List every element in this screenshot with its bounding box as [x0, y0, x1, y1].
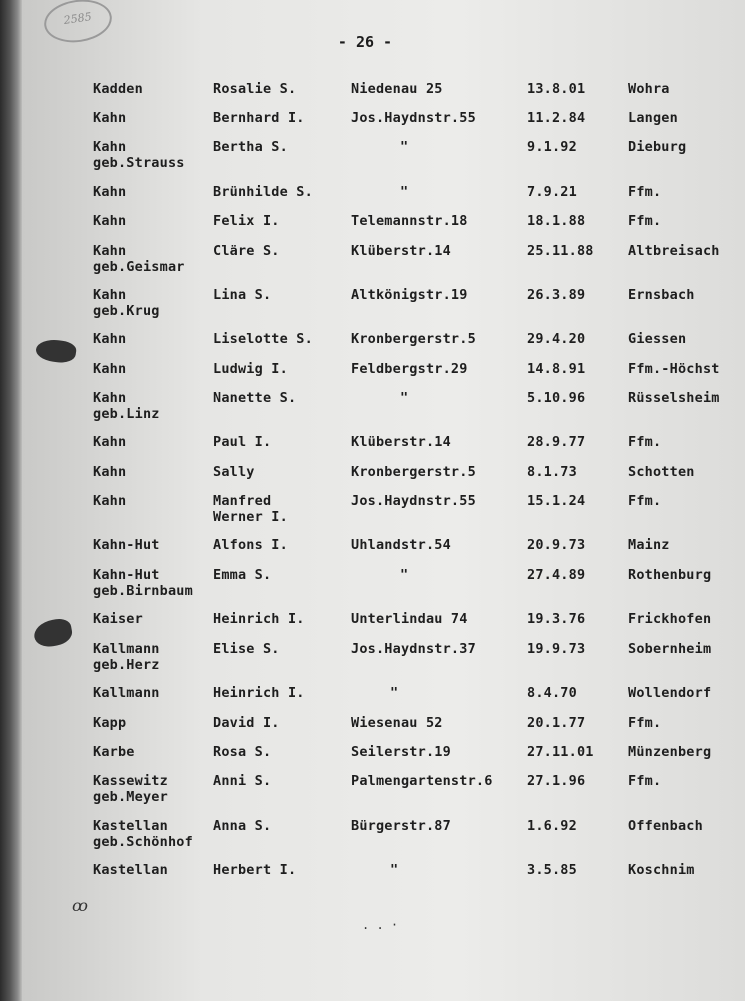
firstname-cell — [213, 567, 271, 583]
first-name: Nanette S. — [213, 390, 297, 406]
surname: Kassewitz — [93, 773, 168, 789]
table-row — [0, 243, 745, 283]
birthplace-cell: Langen — [628, 110, 678, 126]
firstname-cell — [213, 213, 280, 229]
surname-cell — [93, 184, 126, 200]
pencil-mark: ꝏ — [72, 896, 88, 915]
surname-cell — [93, 361, 126, 377]
birthplace-cell: Ffm. — [628, 184, 662, 200]
firstname-cell — [213, 641, 280, 657]
birth-date-cell: 27.11.01 — [527, 744, 594, 760]
surname-cell — [93, 567, 193, 599]
birth-date-cell: 25.11.88 — [527, 243, 594, 259]
firstname-cell — [213, 715, 280, 731]
birth-date-cell: 8.4.70 — [527, 685, 577, 701]
table-row — [0, 493, 745, 533]
table-row — [0, 641, 745, 681]
maiden-name: geb.Krug — [93, 303, 160, 319]
surname-cell — [93, 331, 126, 347]
birthplace-cell: Ffm. — [628, 434, 662, 450]
surname: Kastellan — [93, 818, 168, 834]
table-row — [0, 139, 745, 179]
first-name: Anna S. — [213, 818, 272, 834]
birth-date-cell: 7.9.21 — [527, 184, 577, 200]
maiden-name: geb.Schönhof — [93, 834, 193, 850]
surname-cell — [93, 818, 193, 850]
first-name: Liselotte S. — [213, 331, 313, 347]
address-cell: Bürgerstr.87 — [351, 818, 451, 834]
address-cell: Altkönigstr.19 — [351, 287, 468, 303]
surname-cell — [93, 213, 126, 229]
birthplace-cell: Schotten — [628, 464, 695, 480]
birthplace-cell: Ffm.-Höchst — [628, 361, 720, 377]
first-name: Ludwig I. — [213, 361, 288, 377]
birth-date-cell: 13.8.01 — [527, 81, 586, 97]
birthplace-cell: Dieburg — [628, 139, 687, 155]
birthplace-cell: Rüsselsheim — [628, 390, 720, 406]
firstname-cell — [213, 287, 271, 303]
address-cell: Wiesenau 52 — [351, 715, 443, 731]
first-name: Elise S. — [213, 641, 280, 657]
firstname-cell — [213, 537, 288, 553]
surname: Kahn — [93, 184, 127, 200]
surname: Kahn-Hut — [93, 567, 160, 583]
surname: Kahn — [93, 390, 127, 406]
firstname-cell — [213, 361, 288, 377]
birthplace-cell: Mainz — [628, 537, 670, 553]
birth-date-cell: 9.1.92 — [527, 139, 577, 155]
surname: Kahn-Hut — [93, 537, 160, 553]
surname-cell — [93, 287, 160, 319]
address-cell: Seilerstr.19 — [351, 744, 451, 760]
firstname-cell — [213, 139, 288, 155]
firstname-cell — [213, 611, 305, 627]
birth-date-cell: 19.3.76 — [527, 611, 586, 627]
address-cell: Unterlindau 74 — [351, 611, 468, 627]
birth-date-cell: 18.1.88 — [527, 213, 586, 229]
birthplace-cell: Offenbach — [628, 818, 703, 834]
surname: Kapp — [93, 715, 127, 731]
birth-date-cell: 14.8.91 — [527, 361, 586, 377]
surname-cell — [93, 685, 160, 701]
address-cell: " — [400, 390, 409, 406]
table-row — [0, 773, 745, 813]
address-cell: Jos.Haydnstr.37 — [351, 641, 476, 657]
surname: Kaiser — [93, 611, 143, 627]
birth-date-cell: 28.9.77 — [527, 434, 586, 450]
surname: Kadden — [93, 81, 143, 97]
birthplace-cell: Ffm. — [628, 493, 662, 509]
surname: Kahn — [93, 361, 127, 377]
birthplace-cell: Münzenberg — [628, 744, 712, 760]
table-row — [0, 390, 745, 430]
table-row — [0, 287, 745, 327]
birth-date-cell: 8.1.73 — [527, 464, 577, 480]
surname: Kahn — [93, 331, 127, 347]
surname-cell — [93, 81, 143, 97]
address-cell: " — [400, 139, 409, 155]
surname-cell — [93, 464, 126, 480]
firstname-cell — [213, 493, 288, 525]
first-name: Bernhard I. — [213, 110, 305, 126]
first-name: Emma S. — [213, 567, 272, 583]
birthplace-cell: Koschnim — [628, 862, 695, 878]
address-cell: Klüberstr.14 — [351, 243, 451, 259]
surname: Kallmann — [93, 685, 160, 701]
ink-specks: . . · — [362, 918, 399, 932]
surname-cell — [93, 493, 126, 509]
surname-cell — [93, 537, 160, 553]
birthplace-cell: Sobernheim — [628, 641, 712, 657]
birth-date-cell: 19.9.73 — [527, 641, 586, 657]
surname-cell — [93, 139, 185, 171]
first-name: Herbert I. — [213, 862, 297, 878]
surname-cell — [93, 434, 126, 450]
surname-cell — [93, 744, 135, 760]
birth-date-cell: 1.6.92 — [527, 818, 577, 834]
surname-cell — [93, 862, 168, 878]
birthplace-cell: Ffm. — [628, 773, 662, 789]
birthplace-cell: Giessen — [628, 331, 687, 347]
first-name: Sally — [213, 464, 255, 480]
surname: Kahn — [93, 213, 127, 229]
firstname-cell — [213, 390, 296, 406]
birthplace-cell: Altbreisach — [628, 243, 720, 259]
birthplace-cell: Wohra — [628, 81, 670, 97]
page-number: - 26 - — [337, 33, 393, 51]
address-cell: " — [390, 862, 399, 878]
birth-date-cell: 26.3.89 — [527, 287, 586, 303]
firstname-cell — [213, 773, 271, 789]
first-name: Rosalie S. — [213, 81, 297, 97]
address-cell: Feldbergstr.29 — [351, 361, 468, 377]
address-cell: Kronbergerstr.5 — [351, 331, 476, 347]
first-name: Heinrich I. — [213, 685, 305, 701]
address-cell: Palmengartenstr.6 — [351, 773, 493, 789]
birth-date-cell: 27.1.96 — [527, 773, 586, 789]
birth-date-cell: 3.5.85 — [527, 862, 577, 878]
first-name: Lina S. — [213, 287, 272, 303]
surname: Kahn — [93, 243, 127, 259]
surname: Kahn — [93, 493, 127, 509]
birthplace-cell: Rothenburg — [628, 567, 712, 583]
firstname-cell — [213, 744, 271, 760]
surname-cell — [93, 390, 160, 422]
firstname-cell — [213, 243, 280, 259]
surname: Karbe — [93, 744, 135, 760]
birthplace-cell: Ffm. — [628, 213, 662, 229]
birth-date-cell: 20.9.73 — [527, 537, 586, 553]
surname-cell — [93, 611, 143, 627]
firstname-cell — [213, 434, 271, 450]
first-name-line2: Werner I. — [213, 509, 288, 525]
table-row — [0, 567, 745, 607]
birth-date-cell: 11.2.84 — [527, 110, 586, 126]
first-name: David I. — [213, 715, 280, 731]
first-name: Anni S. — [213, 773, 272, 789]
maiden-name: geb.Meyer — [93, 789, 168, 805]
address-cell: Telemannstr.18 — [351, 213, 468, 229]
address-cell: " — [400, 184, 409, 200]
surname-cell — [93, 715, 126, 731]
maiden-name: geb.Herz — [93, 657, 160, 673]
maiden-name: geb.Linz — [93, 406, 160, 422]
firstname-cell — [213, 184, 313, 200]
birth-date-cell: 5.10.96 — [527, 390, 586, 406]
birth-date-cell: 27.4.89 — [527, 567, 586, 583]
birthplace-cell: Frickhofen — [628, 611, 712, 627]
birthplace-cell: Wollendorf — [628, 685, 712, 701]
first-name: Felix I. — [213, 213, 280, 229]
address-cell: Kronbergerstr.5 — [351, 464, 476, 480]
firstname-cell — [213, 81, 296, 97]
first-name: Brünhilde S. — [213, 184, 313, 200]
address-cell: Klüberstr.14 — [351, 434, 451, 450]
firstname-cell — [213, 331, 313, 347]
maiden-name: geb.Geismar — [93, 259, 185, 275]
first-name: Manfred — [213, 493, 272, 509]
first-name: Bertha S. — [213, 139, 288, 155]
surname: Kahn — [93, 464, 127, 480]
firstname-cell — [213, 685, 305, 701]
address-cell: Jos.Haydnstr.55 — [351, 110, 476, 126]
birthplace-cell: Ernsbach — [628, 287, 695, 303]
address-cell: Uhlandstr.54 — [351, 537, 451, 553]
table-row — [0, 818, 745, 858]
address-cell: Jos.Haydnstr.55 — [351, 493, 476, 509]
first-name: Paul I. — [213, 434, 272, 450]
first-name: Heinrich I. — [213, 611, 305, 627]
surname: Kallmann — [93, 641, 160, 657]
firstname-cell — [213, 818, 271, 834]
first-name: Cläre S. — [213, 243, 280, 259]
maiden-name: geb.Strauss — [93, 155, 185, 171]
surname: Kastellan — [93, 862, 168, 878]
birth-date-cell: 15.1.24 — [527, 493, 586, 509]
address-cell: " — [390, 685, 399, 701]
surname: Kahn — [93, 434, 127, 450]
firstname-cell — [213, 862, 296, 878]
maiden-name: geb.Birnbaum — [93, 583, 193, 599]
firstname-cell — [213, 110, 305, 126]
address-cell: Niedenau 25 — [351, 81, 443, 97]
surname: Kahn — [93, 287, 127, 303]
surname: Kahn — [93, 110, 127, 126]
stamp-number: 2585 — [62, 10, 93, 27]
surname-cell — [93, 110, 126, 126]
birth-date-cell: 20.1.77 — [527, 715, 586, 731]
address-cell: " — [400, 567, 409, 583]
surname-cell — [93, 243, 185, 275]
first-name: Alfons I. — [213, 537, 288, 553]
surname: Kahn — [93, 139, 127, 155]
birth-date-cell: 29.4.20 — [527, 331, 586, 347]
table-row — [0, 862, 745, 902]
surname-cell — [93, 641, 160, 673]
first-name: Rosa S. — [213, 744, 272, 760]
firstname-cell — [213, 464, 255, 480]
birthplace-cell: Ffm. — [628, 715, 662, 731]
surname-cell — [93, 773, 168, 805]
